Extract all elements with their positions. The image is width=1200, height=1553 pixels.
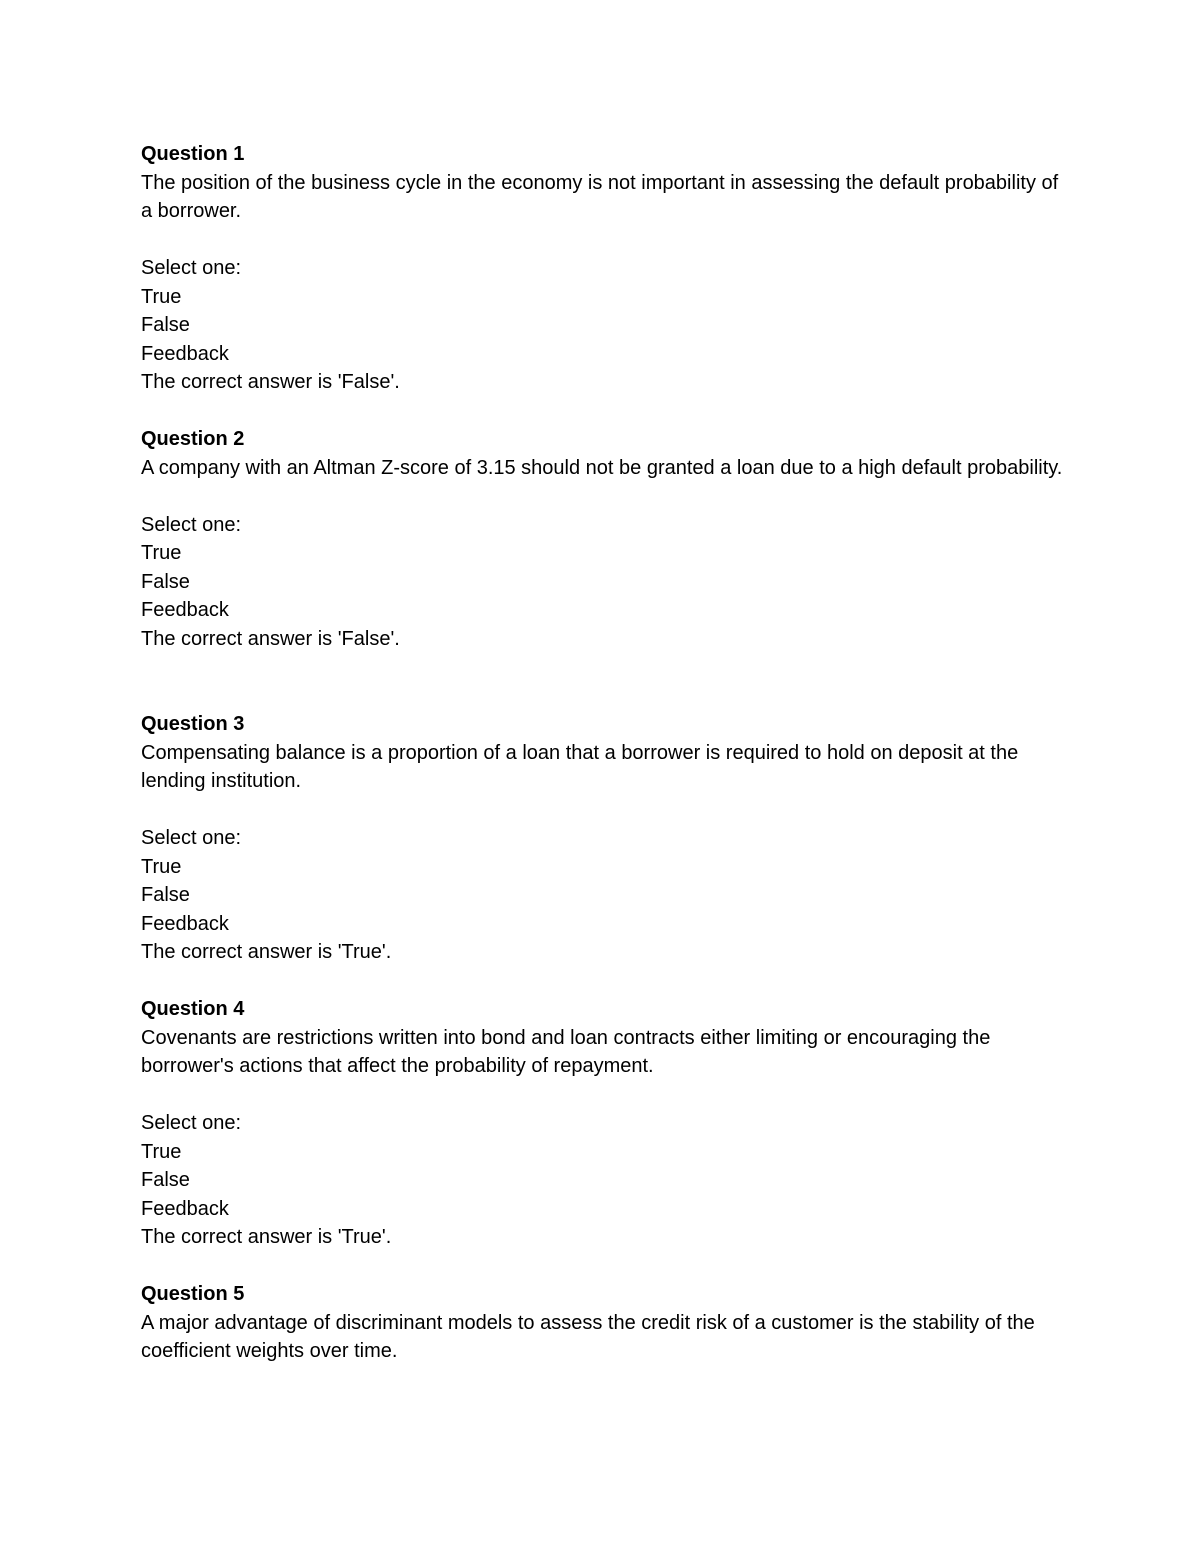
question-title: Question 4 <box>141 998 245 1020</box>
spacer <box>141 796 1071 825</box>
select-one-label: Select one: <box>141 257 242 279</box>
option-false: False <box>141 314 190 336</box>
question-title: Question 2 <box>141 428 245 450</box>
option-true: True <box>141 285 182 308</box>
option-false: False <box>141 884 190 906</box>
feedback-label: Feedback <box>141 1197 229 1220</box>
spacer <box>141 482 1071 511</box>
question-3 <box>141 710 1071 967</box>
select-one-label: Select one: <box>141 513 242 536</box>
correct-answer: The correct answer is 'False'. <box>141 371 400 393</box>
question-text: Compensating balance is a proportion of a loan that a borrower is required to hold on deposit at the lending institution. <box>141 741 1019 792</box>
correct-answer: The correct answer is 'True'. <box>141 941 392 963</box>
question-title: Question 3 <box>141 713 245 735</box>
question-text: A major advantage of discriminant models to assess the credit risk of a customer is the stability of the coefficient weights over time. <box>141 1311 1035 1362</box>
feedback-label: Feedback <box>141 342 229 365</box>
question-2 <box>141 425 1071 653</box>
spacer <box>141 1081 1071 1110</box>
feedback-label: Feedback <box>141 599 229 621</box>
option-true: True <box>141 542 182 564</box>
option-true: True <box>141 1140 182 1163</box>
spacer <box>141 226 1071 255</box>
option-true: True <box>141 855 182 878</box>
question-text: A company with an Altman Z-score of 3.15 should not be granted a loan due to a high default probability. <box>141 456 1063 479</box>
correct-answer: The correct answer is 'False'. <box>141 627 400 650</box>
question-4 <box>141 995 1071 1252</box>
option-false: False <box>141 1169 190 1191</box>
correct-answer: The correct answer is 'True'. <box>141 1226 392 1248</box>
question-5 <box>141 1280 1071 1366</box>
feedback-label: Feedback <box>141 912 229 935</box>
question-title: Question 1 <box>141 143 245 165</box>
question-text: The position of the business cycle in the economy is not important in assessing the default probability of a borrower. <box>141 171 1059 222</box>
select-one-label: Select one: <box>141 827 242 849</box>
select-one-label: Select one: <box>141 1112 242 1134</box>
question-title: Question 5 <box>141 1283 245 1305</box>
question-1 <box>141 140 1071 397</box>
question-text: Covenants are restrictions written into bond and loan contracts either limiting or encouraging the borrower's actions that affect the probability of repayment. <box>141 1026 991 1077</box>
option-false: False <box>141 570 190 593</box>
